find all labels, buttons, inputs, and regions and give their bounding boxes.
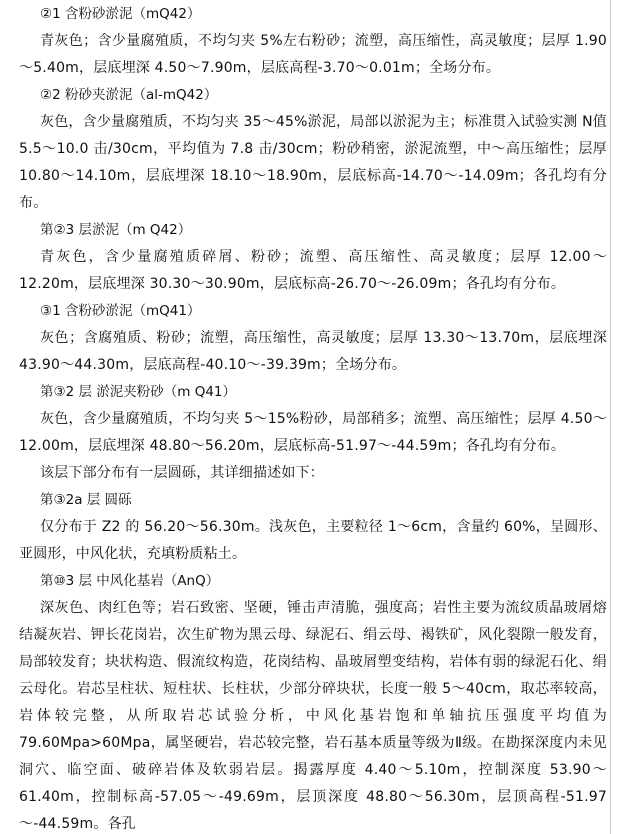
section-heading-3-2a: 第③2a 层 圆砾 <box>40 492 132 508</box>
section-text-2-1: 青灰色；含少量腐殖质，不均匀夹 5%左右粉砂；流塑，高压缩性，高灵敏度；层厚 1.90～5.40m，层底埋深 4.50～7.90m，层底高程-3.70～0.01m；全场分布。 <box>19 33 607 76</box>
document-body <box>19 1 607 834</box>
section-heading-3-1: ③1 含粉砂淤泥（mQ41） <box>40 303 201 319</box>
section-heading-10-3: 第⑩3 层 中风化基岩（AnQ） <box>40 573 220 589</box>
section-text-10-3: 深灰色、肉红色等；岩石致密、坚硬，锤击声清脆，强度高；岩性主要为流纹质晶玻屑熔结凝灰岩、钾长花岗岩，次生矿物为黑云母、绿泥石、绢云母、褐铁矿，风化裂隙一般发育，局部较发育；块状构造、假流纹构造，花岗结构、晶玻屑塑变结构，岩体有弱的绿泥石化、绢云母化。岩芯呈柱状、短柱状、长柱状，少部分碎块状，长度一般 5～40cm，取芯率较高，岩体较完整，从所取岩芯试验分析，中风化基岩饱和单轴抗压强度平均值为 79.60Mpa>60Mpa，属坚硬岩，岩芯较完整，岩石基本质量等级为Ⅱ级。在勘探深度内未见洞穴、临空面、破碎岩体及软弱岩层。揭露厚度 4.40～5.10m，控制深度 53.90～61.40m，控制标高-57.05～-49.69m，层顶深度 48.80～56.30m，层顶高程-51.97～-44.59m。各孔 <box>19 600 607 832</box>
section-heading-2-2: ②2 粉砂夹淤泥（al-mQ42） <box>40 87 218 103</box>
section-text-2-2: 灰色，含少量腐殖质，不均匀夹 35～45%淤泥，局部以淤泥为主；标准贯入试验实测 N值 5.5～10.0 击/30cm，平均值为 7.8 击/30cm；粉砂稍密，淤泥流塑，中～高压缩性；层厚 10.80～14.10m，层底埋深 18.10～18.90m，层底标高-14.70～-14.09m；各孔均有分布。 <box>19 114 607 211</box>
section-text-2-3: 青灰色，含少量腐殖质碎屑、粉砂；流塑、高压缩性、高灵敏度；层厚 12.00～12.20m，层底埋深 30.30～30.90m，层底标高-26.70～-26.09m；各孔均有分布。 <box>19 249 607 292</box>
section-text-note: 该层下部分布有一层圆砾，其详细描述如下： <box>40 465 324 481</box>
section-text-3-2a: 仅分布于 Z2 的 56.20～56.30m。浅灰色，主要粒径 1～6cm，含量约 60%，呈圆形、亚圆形，中风化状，充填粉质粘土。 <box>19 519 607 562</box>
section-heading-2-1: ②1 含粉砂淤泥（mQ42） <box>40 6 201 22</box>
page-margin-line <box>610 0 611 834</box>
section-text-3-2: 灰色，含少量腐殖质，不均匀夹 5～15%粉砂，局部稍多；流塑、高压缩性；层厚 4.50～12.00m，层底埋深 48.80～56.20m，层底标高-51.97～-44.59m；各孔均有分布。 <box>19 411 607 454</box>
section-text-3-1: 灰色；含腐殖质、粉砂；流塑，高压缩性，高灵敏度；层厚 13.30～13.70m，层底埋深 43.90～44.30m，层底高程-40.10～-39.39m；全场分布。 <box>19 330 607 373</box>
section-heading-2-3: 第②3 层淤泥（m Q42） <box>40 222 192 238</box>
section-heading-3-2: 第③2 层 淤泥夹粉砂（m Q41） <box>40 384 237 400</box>
